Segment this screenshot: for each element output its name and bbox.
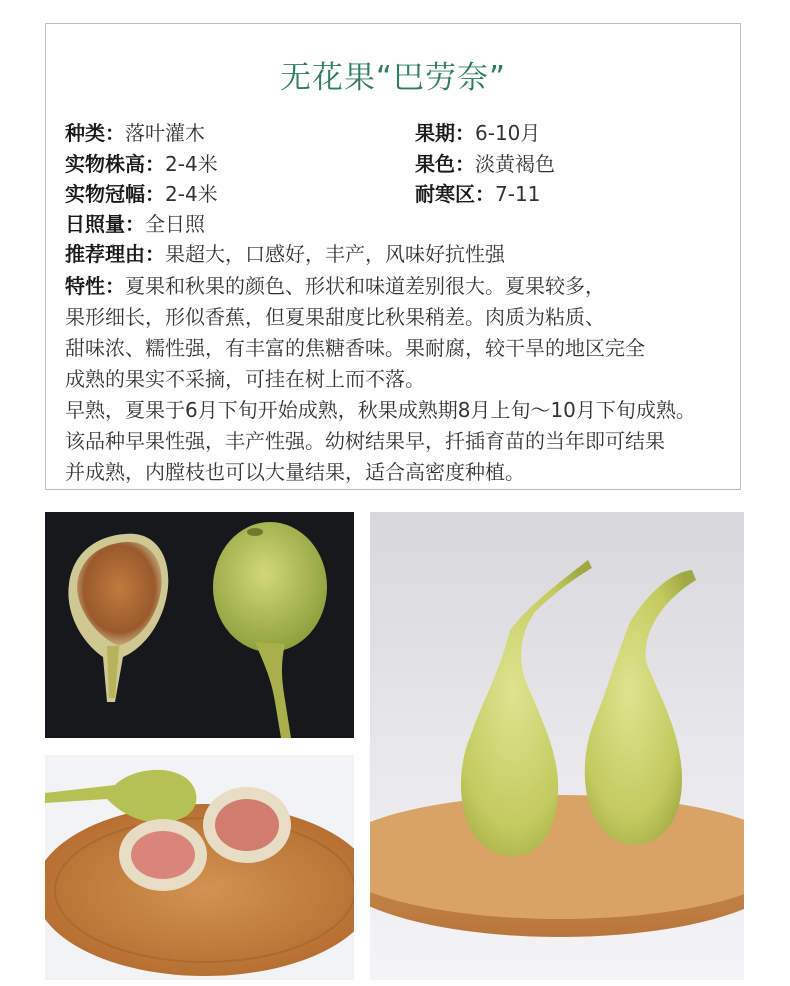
spec-fruit-period [415, 118, 540, 148]
spec-label: 果期： [415, 121, 475, 145]
characteristics [65, 271, 745, 488]
spec-label: 实物株高： [65, 152, 165, 176]
fig-board-photo [45, 755, 354, 980]
spec-value: 全日照 [145, 212, 205, 236]
spec-category [65, 118, 205, 148]
spec-value: 2-4米 [165, 152, 218, 176]
desc-line: 果形细长，形似香蕉，但夏果甜度比秋果稍差。肉质为粘质、 [65, 305, 605, 329]
spec-label: 推荐理由： [65, 242, 165, 266]
spec-value: 2-4米 [165, 182, 218, 206]
spec-fruit-color [415, 149, 555, 179]
spec-label: 果色： [415, 152, 475, 176]
spec-height [65, 149, 218, 179]
spec-label: 种类： [65, 121, 125, 145]
desc-line: 特性：夏果和秋果的颜色、形状和味道差别很大。夏果较多， [65, 274, 605, 298]
spec-reason [65, 239, 505, 269]
desc-label: 特性： [65, 274, 125, 298]
spec-label: 日照量： [65, 212, 145, 236]
desc-line: 成熟的果实不采摘，可挂在树上而不落。 [65, 367, 425, 391]
spec-sunlight [65, 209, 205, 239]
fig-cut-photo [45, 512, 354, 738]
figs-pair-photo [370, 512, 744, 980]
spec-label: 实物冠幅： [65, 182, 165, 206]
spec-hardiness [415, 179, 540, 209]
spec-value: 6-10月 [475, 121, 541, 145]
desc-line: 并成熟，内膛枝也可以大量结果，适合高密度种植。 [65, 460, 525, 484]
spec-value: 落叶灌木 [125, 121, 205, 145]
spec-value: 7-11 [495, 182, 541, 206]
spec-value: 果超大，口感好，丰产，风味好抗性强 [165, 242, 505, 266]
desc-line: 该品种早果性强，丰产性强。幼树结果早，扦插育苗的当年即可结果 [65, 429, 665, 453]
spec-value: 淡黄褐色 [475, 152, 555, 176]
spec-label: 耐寒区： [415, 182, 495, 206]
page-title: 无花果“巴劳奈” [279, 60, 507, 96]
info-card [45, 23, 741, 490]
spec-crown [65, 179, 218, 209]
desc-line: 早熟，夏果于6月下旬开始成熟，秋果成熟期8月上旬～10月下旬成熟。 [65, 398, 696, 422]
desc-line: 甜味浓、糯性强，有丰富的焦糖香味。果耐腐，较干旱的地区完全 [65, 336, 645, 360]
